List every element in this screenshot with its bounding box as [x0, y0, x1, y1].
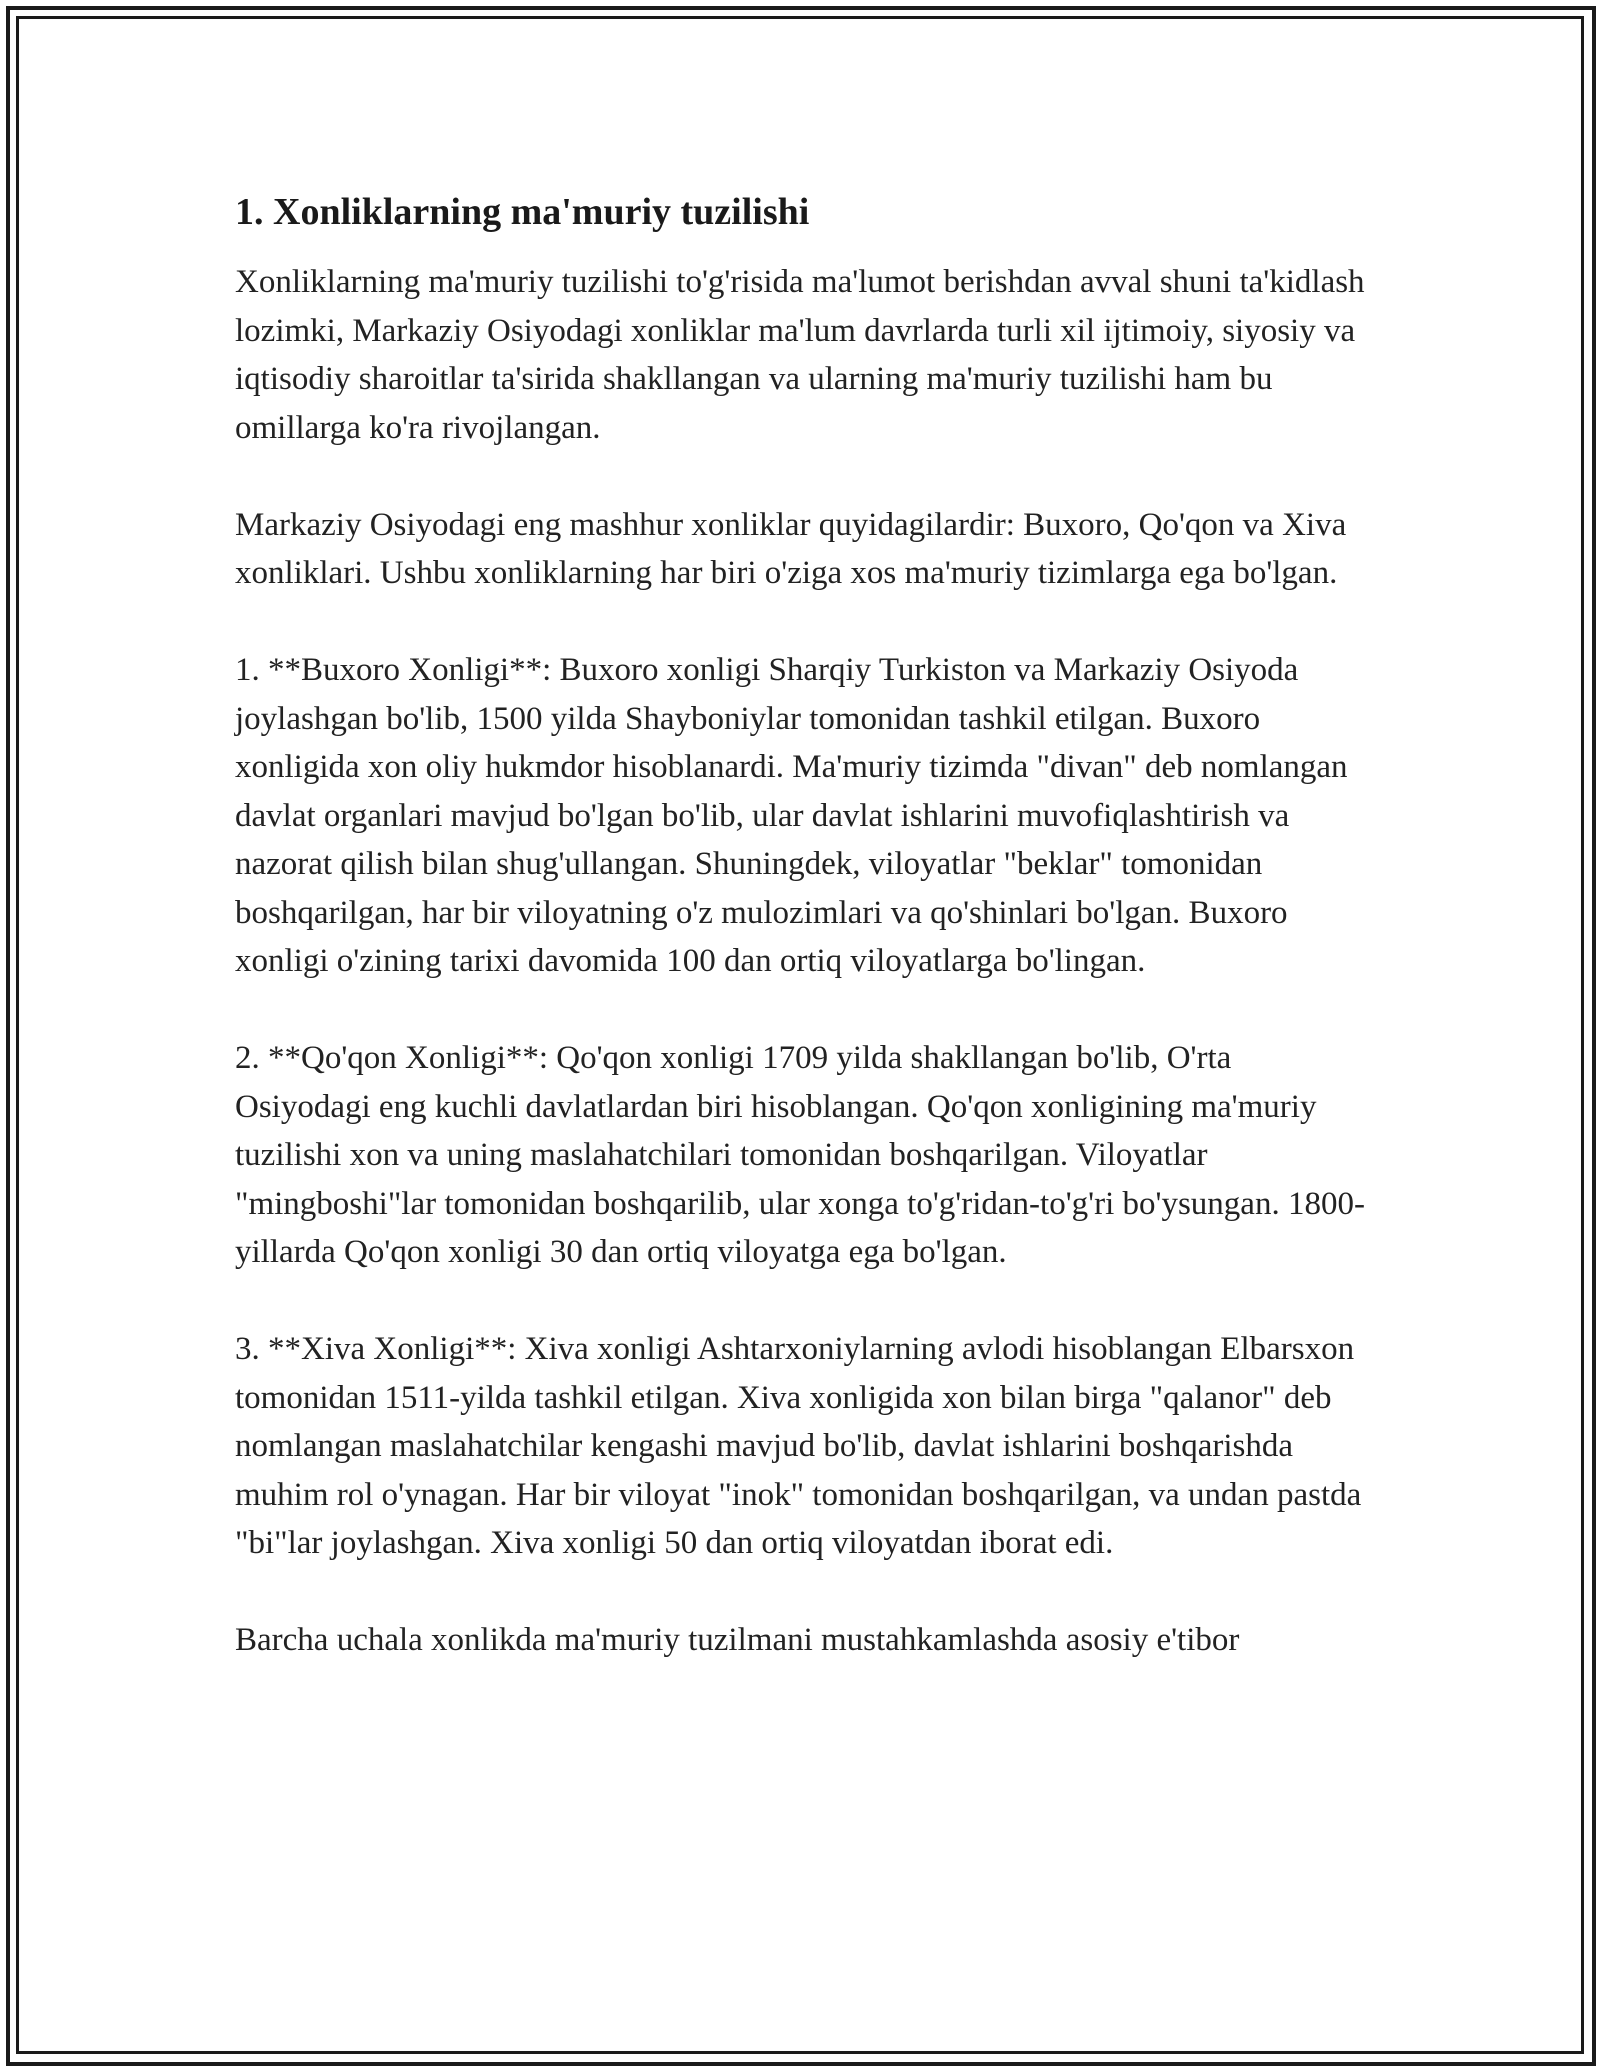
paragraph-khiva: 3. **Xiva Xonligi**: Xiva xonligi Ashtarxoniylarning avlodi hisoblangan Elbarsxon tomonidan 1511-yilda tashkil etilgan. Xiva xonligida xon bilan birga "qalanor" deb nomlangan maslahatchilar kengashi mavjud bo'lib, davlat ishlarini boshqarishda muhim rol o'ynagan. Har bir viloyat "inok" tomonidan boshqarilgan, va undan pastda "bi"lar joylashgan. Xiva xonligi 50 dan ortiq viloyatdan iborat edi. [235, 1331, 1362, 1561]
paragraph-intro: Xonliklarning ma'muriy tuzilishi to'g'risida ma'lumot berishdan avval shuni ta'kidlash lozimki, Markaziy Osiyodagi xonliklar ma'lum davrlarda turli xil ijtimoiy, siyosiy va iqtisodiy sharoitlar ta'sirida shakllangan va ularning ma'muriy tuzilishi ham bu omillarga ko'ra rivojlangan. [235, 264, 1365, 446]
document-body [235, 188, 1365, 1713]
section-heading: 1. Xonliklarning ma'muriy tuzilishi [235, 191, 810, 233]
paragraph-kokand: 2. **Qo'qon Xonligi**: Qo'qon xonligi 1709 yilda shakllangan bo'lib, O'rta Osiyodagi eng kuchli davlatlardan biri hisoblangan. Qo'qon xonligining ma'muriy tuzilishi xon va uning maslahatchilari tomonidan boshqarilgan. Viloyatlar "mingboshi"lar tomonidan boshqarilib, ular xonga to'g'ridan-to'g'ri bo'ysungan. 1800-yillarda Qo'qon xonligi 30 dan ortiq viloyatga ega bo'lgan. [235, 1040, 1365, 1270]
paragraph-bukhara: 1. **Buxoro Xonligi**: Buxoro xonligi Sharqiy Turkiston va Markaziy Osiyoda joylashgan bo'lib, 1500 yilda Shayboniylar tomonidan tashkil etilgan. Buxoro xonligida xon oliy hukmdor hisoblanardi. Ma'muriy tizimda "divan" deb nomlangan davlat organlari mavjud bo'lgan bo'lib, ular davlat ishlarini muvofiqlashtirish va nazorat qilish bilan shug'ullangan. Shuningdek, viloyatlar "beklar" tomonidan boshqarilgan, har bir viloyatning o'z mulozimlari va qo'shinlari bo'lgan. Buxoro xonligi o'zining tarixi davomida 100 dan ortiq viloyatlarga bo'lingan. [235, 652, 1348, 979]
paragraph-khanates-list: Markaziy Osiyodagi eng mashhur xonliklar quyidagilardir: Buxoro, Qo'qon va Xiva xonliklari. Ushbu xonliklarning har biri o'ziga xos ma'muriy tizimlarga ega bo'lgan. [235, 506, 1347, 591]
paragraph-conclusion: Barcha uchala xonlikda ma'muriy tuzilmani mustahkamlashda asosiy e'tibor [235, 1622, 1240, 1658]
